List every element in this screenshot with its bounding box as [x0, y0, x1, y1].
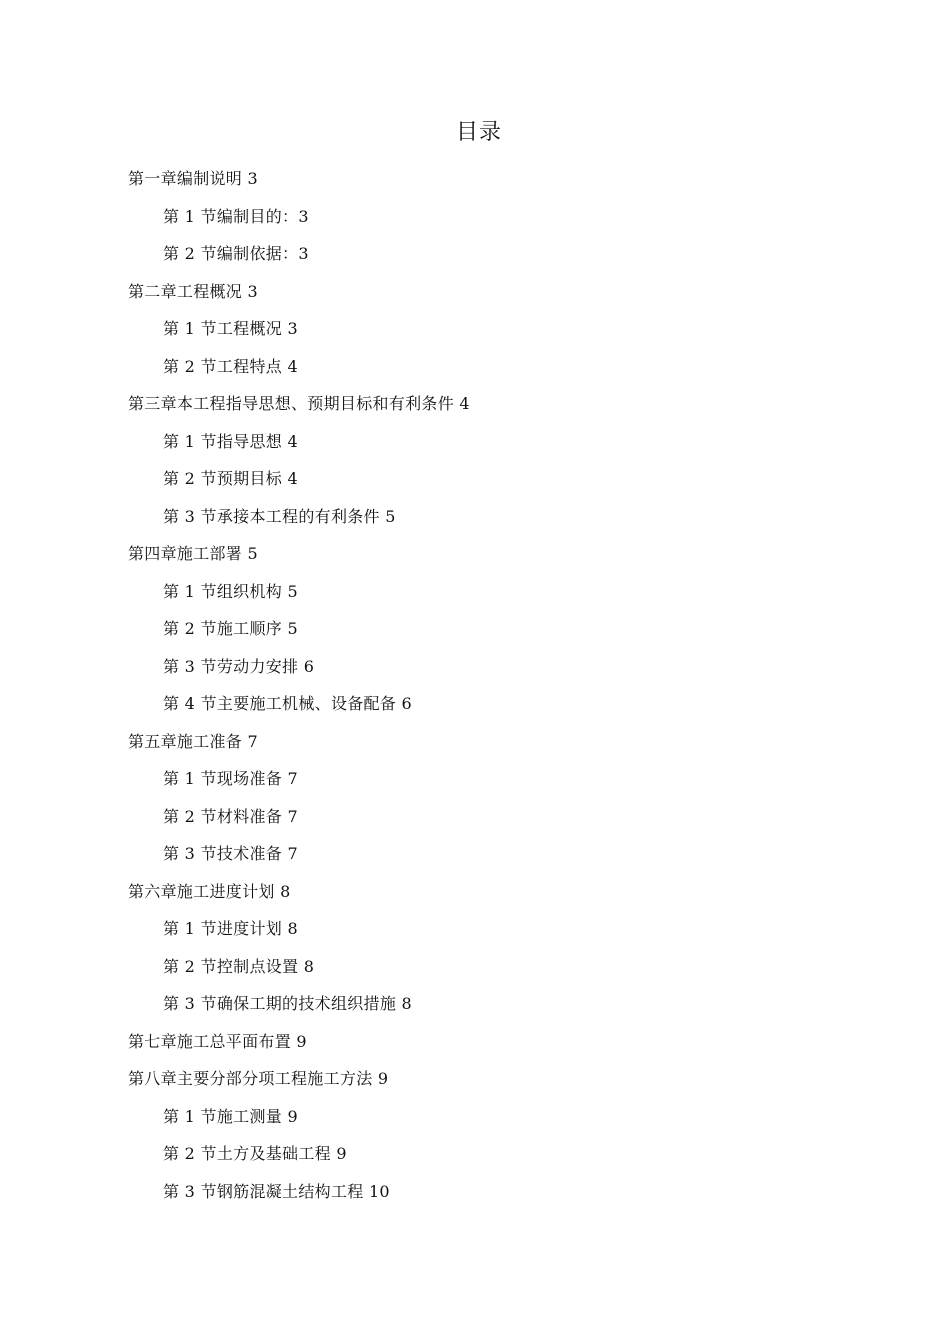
toc-entry-chapter-8[interactable]: 第八章主要分部分项工程施工方法 9 — [128, 1069, 389, 1088]
toc-entry-section[interactable]: 第 2 节施工顺序 5 — [163, 619, 298, 638]
toc-entry-section[interactable]: 第 3 节承接本工程的有利条件 5 — [163, 506, 396, 526]
toc-entry-section[interactable]: 第 2 节土方及基础工程 9 — [163, 1144, 347, 1163]
toc-entry-section[interactable]: 第 1 节工程概况 3 — [163, 319, 298, 338]
toc-entry-chapter-7[interactable]: 第七章施工总平面布置 9 — [128, 1031, 307, 1051]
toc-entry-section[interactable]: 第 2 节预期目标 4 — [163, 469, 298, 488]
toc-list — [0, 160, 950, 1210]
toc-entry-section[interactable]: 第 3 节确保工期的技术组织措施 8 — [163, 994, 413, 1013]
toc-entry-chapter-2[interactable]: 第二章工程概况 3 — [128, 281, 258, 301]
toc-entry-section[interactable]: 第 2 节控制点设置 8 — [163, 956, 315, 976]
toc-entry-section[interactable]: 第 1 节指导思想 4 — [163, 431, 298, 451]
toc-entry-section[interactable]: 第 3 节钢筋混凝土结构工程 10 — [163, 1181, 390, 1201]
toc-entry-section[interactable]: 第 2 节编制依据：3 — [163, 244, 309, 263]
toc-entry-section[interactable]: 第 1 节进度计划 8 — [163, 919, 298, 938]
toc-entry-section[interactable]: 第 2 节工程特点 4 — [163, 356, 298, 376]
toc-title: 目录 — [455, 120, 502, 145]
toc-entry-chapter-5[interactable]: 第五章施工准备 7 — [128, 731, 258, 751]
toc-entry-section[interactable]: 第 1 节施工测量 9 — [163, 1106, 298, 1126]
toc-entry-chapter-3[interactable]: 第三章本工程指导思想、预期目标和有利条件 4 — [128, 394, 470, 413]
toc-entry-section[interactable]: 第 3 节技术准备 7 — [163, 844, 298, 863]
toc-entry-section[interactable]: 第 1 节编制目的：3 — [163, 206, 309, 226]
toc-entry-section[interactable]: 第 3 节劳动力安排 6 — [163, 656, 315, 676]
toc-entry-section[interactable]: 第 1 节现场准备 7 — [163, 769, 298, 788]
toc-entry-chapter-4[interactable]: 第四章施工部署 5 — [128, 544, 258, 563]
toc-entry-section[interactable]: 第 2 节材料准备 7 — [163, 806, 298, 826]
toc-entry-chapter-1[interactable]: 第一章编制说明 3 — [128, 169, 258, 188]
toc-entry-section[interactable]: 第 1 节组织机构 5 — [163, 581, 298, 601]
toc-entry-chapter-6[interactable]: 第六章施工进度计划 8 — [128, 881, 291, 901]
toc-entry-section[interactable]: 第 4 节主要施工机械、设备配备 6 — [163, 694, 413, 713]
